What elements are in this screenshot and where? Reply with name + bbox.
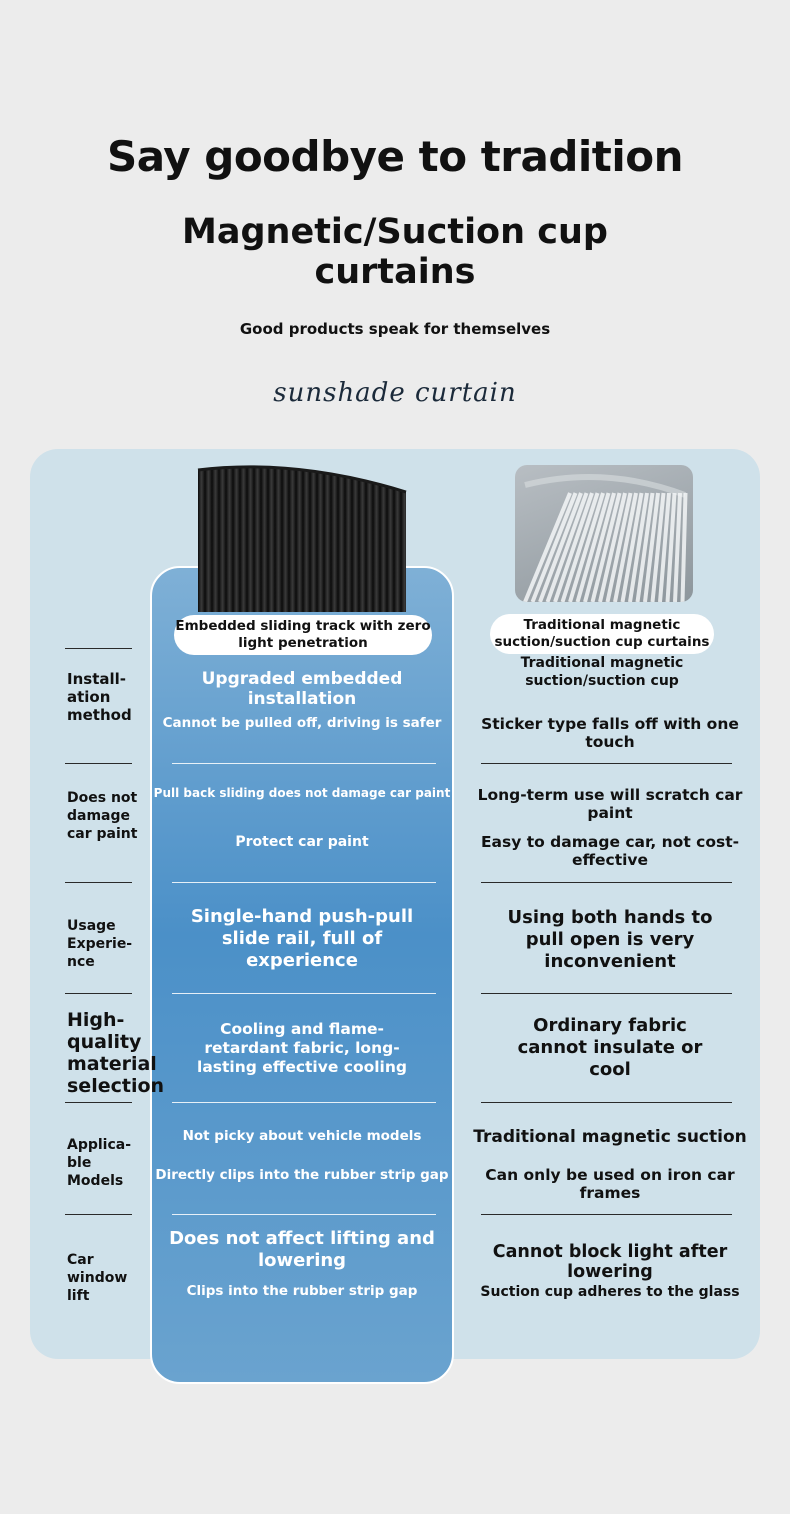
row-label-installation <box>67 670 132 724</box>
label-line: selection <box>67 1075 165 1097</box>
divider <box>65 993 132 994</box>
ours-paint-summary: Protect car paint <box>235 834 369 850</box>
text-line: retardant fabric, long- <box>204 1039 400 1057</box>
divider <box>481 882 732 883</box>
row-label-material <box>67 1009 164 1097</box>
divider <box>481 763 732 764</box>
theirs-usage-text <box>462 907 758 973</box>
traditional-curtain-image <box>515 465 693 602</box>
theirs-models-detail: Can only be used on iron car frames <box>485 1166 735 1202</box>
ours-material-text <box>152 1020 452 1077</box>
row-label-models <box>67 1136 131 1190</box>
divider <box>65 1214 132 1215</box>
label-line: damage <box>67 808 131 824</box>
label-line: Experie- <box>67 936 133 952</box>
traditional-subheader-line-2: suction/suction cup <box>525 673 679 689</box>
row-label-usage <box>67 917 132 971</box>
label-line: Car <box>67 1252 94 1268</box>
text-line: pull open is very <box>525 929 695 950</box>
ours-models-headline: Not picky about vehicle models <box>182 1128 422 1144</box>
label-line: material <box>67 1053 157 1075</box>
label-line: Applica- <box>67 1137 132 1153</box>
text-line: Does not affect lifting and <box>169 1228 435 1249</box>
ours-usage-text <box>152 906 452 972</box>
divider <box>481 993 732 994</box>
text-line: cannot insulate or <box>517 1037 703 1058</box>
theirs-paint-detail: Long-term use will scratch car paint <box>477 786 743 822</box>
divider <box>65 648 132 649</box>
divider <box>172 993 436 994</box>
theirs-lift-headline: Cannot block light after lowering <box>492 1242 728 1282</box>
text-line: Single-hand push-pull <box>190 906 414 927</box>
label-line: High- <box>67 1009 125 1031</box>
divider <box>65 882 132 883</box>
divider <box>172 1214 436 1215</box>
label-line: Models <box>67 1173 124 1189</box>
text-line: experience <box>246 950 358 971</box>
script-logo: sunshade curtain <box>273 378 517 408</box>
theirs-models-headline: Traditional magnetic suction <box>473 1127 747 1147</box>
divider <box>65 1102 132 1103</box>
divider <box>65 763 132 764</box>
label-line: method <box>67 706 132 724</box>
ours-installation-headline: Upgraded embedded installation <box>201 669 403 709</box>
page-subtitle <box>0 212 790 292</box>
column-header-ours: Embedded sliding track with zero light penetration <box>174 615 432 655</box>
traditional-subheader <box>490 654 714 690</box>
label-line: Does not <box>67 790 138 806</box>
theirs-material-text <box>462 1015 758 1081</box>
ours-lift-detail: Clips into the rubber strip gap <box>186 1283 418 1299</box>
text-line: Using both hands to <box>507 907 713 928</box>
divider <box>172 882 436 883</box>
divider <box>481 1214 732 1215</box>
theirs-lift-detail: Suction cup adheres to the glass <box>480 1284 740 1300</box>
ours-lift-headline <box>152 1228 452 1272</box>
text-line: inconvenient <box>544 951 676 972</box>
text-line: cool <box>589 1059 631 1080</box>
divider <box>481 1102 732 1103</box>
row-label-car-paint <box>67 789 137 843</box>
theirs-paint-summary: Easy to damage car, not cost-effective <box>480 833 740 869</box>
ours-models-detail: Directly clips into the rubber strip gap <box>155 1167 449 1183</box>
text-line: lasting effective cooling <box>197 1058 407 1076</box>
tagline: Good products speak for themselves <box>239 320 551 338</box>
curtain-product-image <box>196 462 408 612</box>
column-header-traditional: Traditional magnetic suction/suction cup curtains <box>490 614 714 654</box>
label-line: nce <box>67 954 95 970</box>
text-line: Cooling and flame- <box>220 1020 384 1038</box>
label-line: ble <box>67 1155 92 1171</box>
divider <box>172 1102 436 1103</box>
label-line: Usage <box>67 918 116 934</box>
label-line: lift <box>67 1288 90 1304</box>
divider <box>172 763 436 764</box>
subtitle-line-2: curtains <box>314 252 476 292</box>
text-line: slide rail, full of <box>221 928 383 949</box>
label-line: quality <box>67 1031 142 1053</box>
label-line: Install- <box>67 670 126 688</box>
row-label-window-lift <box>67 1251 127 1305</box>
label-line: car paint <box>67 826 138 842</box>
text-line: Ordinary fabric <box>533 1015 687 1036</box>
label-line: window <box>67 1270 128 1286</box>
page-title: Say goodbye to tradition <box>106 132 684 181</box>
traditional-subheader-line-1: Traditional magnetic <box>520 655 684 671</box>
ours-installation-detail: Cannot be pulled off, driving is safer <box>162 715 442 731</box>
subtitle-line-1: Magnetic/Suction cup <box>182 212 608 252</box>
label-line: ation <box>67 688 111 706</box>
theirs-installation-detail: Sticker type falls off with one touch <box>481 715 739 751</box>
ours-paint-detail: Pull back sliding does not damage car paint <box>153 786 451 800</box>
text-line: lowering <box>257 1250 347 1271</box>
